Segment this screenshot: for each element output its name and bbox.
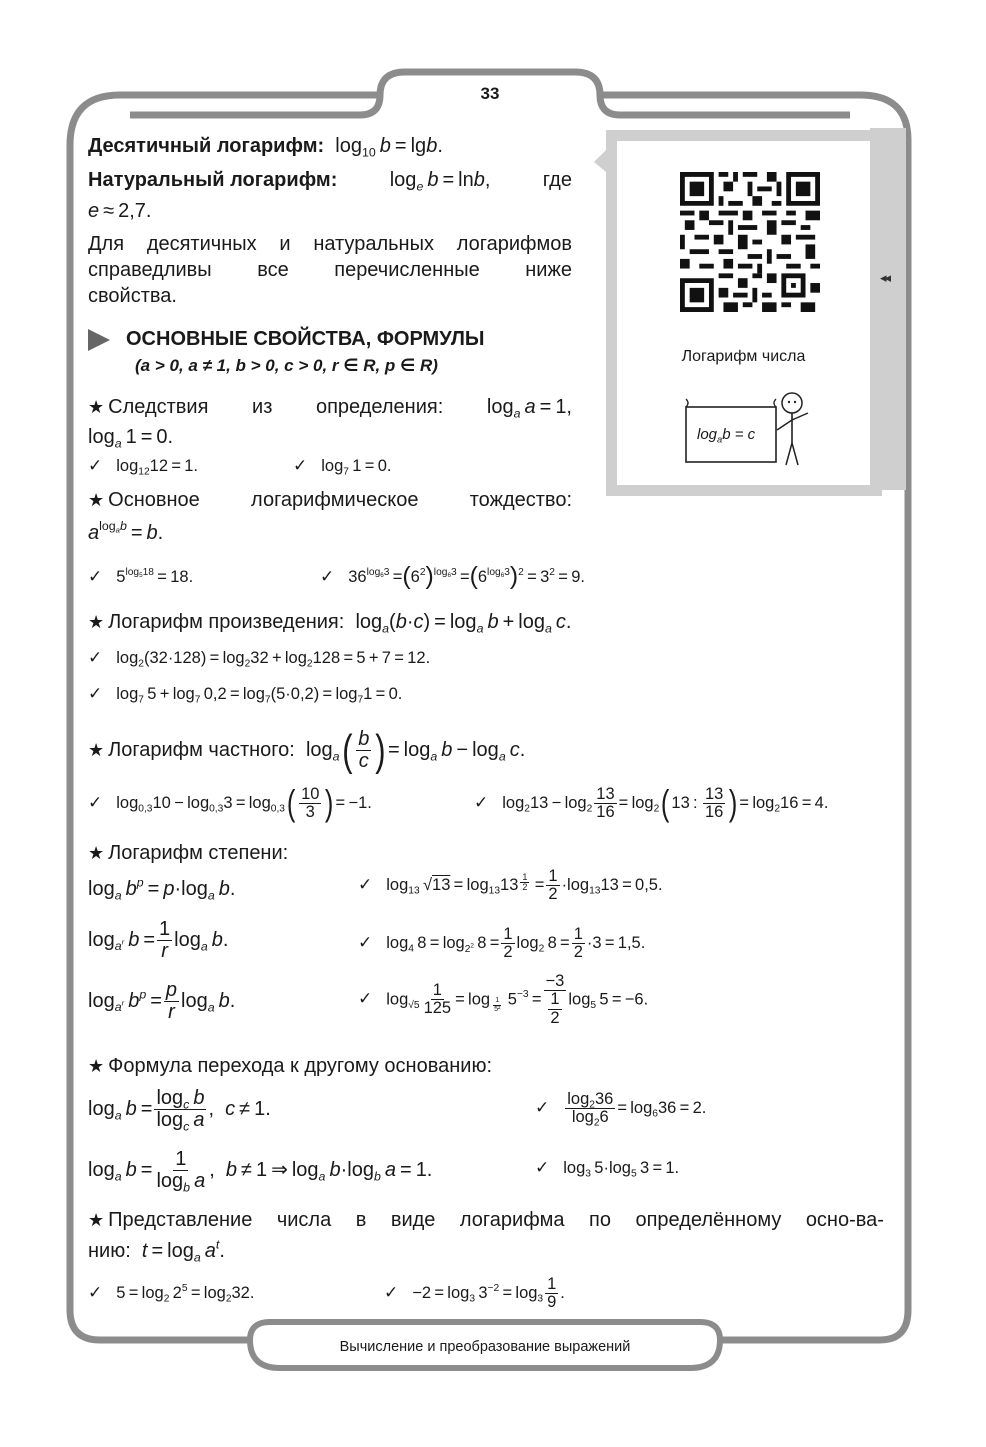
- example-representation-2: ✓ $-2 = \log_3 3^{-2} = \log_3$ $\frac{1}{9}$ .: [384, 1274, 565, 1312]
- prop-quotient: ★ Логарифм частного: $\log_a$( $\frac{b}{c}$ ) = $\log_a b - \log_a c$.: [88, 725, 526, 775]
- example-quotient-1: ✓ $\log_{0,3}10 - \log_{0,3}3 = \log_{0,3}$( $\frac{10}{3}$ ) = −1.: [88, 782, 372, 824]
- change-base-formula-2: $\log_a b$ = $\frac{1}{\log_b a}$ , b ≠ 1 ⇒ $\log_a b\cdot\log_b$ a = 1.: [88, 1148, 433, 1195]
- check-icon: ✓: [293, 456, 308, 475]
- star-icon: ★: [88, 843, 105, 863]
- example-product-2: ✓ $\log_7 5 + \log_7 0,2 = \log_7(5\cdot 0,2) = \log_71 = 0$.: [88, 684, 403, 706]
- prop-definition-consequences: ★ Следствия из определения: $\log_a a = 1$,: [88, 396, 572, 421]
- section-conditions: (a > 0, a ≠ 1, b > 0, c > 0, r ∈ R, p ∈ R): [135, 356, 438, 375]
- check-icon: ✓: [88, 456, 103, 475]
- star-icon: ★: [88, 397, 105, 417]
- check-icon: ✓: [535, 1098, 550, 1117]
- footer-title: Вычисление и преобразование выражений: [339, 1339, 631, 1355]
- change-base-formula-1: $\log_a b$ = $\frac{\log_c b}{\log_c a}$ , c ≠ 1.: [88, 1087, 271, 1134]
- log-a-1: $\log_a 1 = 0$.: [88, 426, 174, 451]
- example-log7: ✓ $\log_7 1 = 0$.: [293, 456, 392, 478]
- prop-change-base: ★ Формула перехода к другому основанию:: [88, 1055, 493, 1077]
- intro-para-3: свойства.: [88, 285, 177, 307]
- qr-code[interactable]: [680, 172, 820, 312]
- e-value: e ≈ 2,7.: [88, 200, 152, 222]
- power-formula-1: $\log_a b^p = p\cdot\log_a$ b.: [88, 875, 236, 903]
- check-icon: ✓: [88, 1283, 103, 1302]
- decimal-log-line: Десятичный логарифм: $\log_{10} b = \lg b$.: [88, 135, 443, 160]
- example-log12: ✓ $\log_{12}12 = 1$.: [88, 456, 199, 478]
- side-arrows-icon[interactable]: ◂◂: [880, 270, 890, 285]
- intro-para-2: справедливы все перечисленные ниже: [88, 259, 572, 281]
- example-representation-1: ✓ $5 = \log_2 2^5 = \log_232$.: [88, 1282, 255, 1305]
- check-icon: ✓: [88, 684, 103, 703]
- representation-formula: нию: $t = \log_a a^t$.: [88, 1237, 225, 1265]
- check-icon: ✓: [358, 875, 373, 894]
- check-icon: ✓: [88, 567, 103, 586]
- prop-product: ★ Логарифм произведения: $\log_a(b\cdot c) = \log_a b + \log_a c$.: [88, 611, 572, 636]
- check-icon: ✓: [320, 567, 335, 586]
- triangle-bullet-icon: [88, 329, 110, 351]
- check-icon: ✓: [358, 933, 373, 952]
- page-number: 33: [480, 84, 500, 103]
- qr-caption: Логарифм числа: [681, 348, 806, 365]
- example-identity-1: ✓ $5^{log_518} = 18$.: [88, 566, 194, 586]
- intro-para-1: Для десятичных и натуральных логарифмов: [88, 233, 572, 255]
- identity-formula: $a^{log_ab} = b$.: [88, 519, 164, 544]
- star-icon: ★: [88, 740, 105, 760]
- star-icon: ★: [88, 612, 105, 632]
- natural-log-line: Натуральный логарифм: $\log_e b = \ln b$, где: [88, 169, 572, 194]
- star-icon: ★: [88, 490, 105, 510]
- example-identity-2: ✓ $36^{log_63} =(6^2)^{log_63} =(6^{log_63})^2 = 3^2 = 9$.: [320, 563, 585, 590]
- prop-power: ★ Логарифм степени:: [88, 842, 289, 864]
- example-quotient-2: ✓ $\log_213 - \log_2$ $\frac{13}{16}$ = $\log_2$( 13 : $\frac{13}{16}$ ) = $\log_216 = 4$.: [474, 782, 829, 824]
- check-icon: ✓: [88, 793, 103, 812]
- power-formula-2: $\log_{a^r} b$ = $\frac{1}{r}$ $\log_a b$.: [88, 918, 229, 963]
- prop-representation: ★ Представление числа в виде логарифма по определённому осно-ва-: [88, 1209, 884, 1231]
- example-product-1: ✓ $\log_2(32\cdot 128) = \log_232 + \log_2128 = 5 + 7 = 12$.: [88, 648, 431, 670]
- check-icon: ✓: [358, 989, 373, 1009]
- example-power-1: ✓ $\log_{13} √13 = \log_{13}13$ $^{\frac{1}{2}}$ = $\frac{1}{2}$ $\cdot\log_{13}13 = 0,5$.: [358, 866, 663, 904]
- section-title: ОСНОВНЫЕ СВОЙСТВА, ФОРМУЛЫ: [88, 328, 485, 351]
- board-formula: $\log_ab = c$: [697, 426, 756, 445]
- star-icon: ★: [88, 1056, 105, 1076]
- power-formula-3: $\log_{a^r} b^p$ = $\frac{p}{r}$ $\log_a b$.: [88, 979, 236, 1024]
- example-change-base-2: ✓ $\log_3 5\cdot\log_5$ 3 = 1.: [535, 1158, 680, 1180]
- prop-identity: ★ Основное логарифмическое тождество:: [88, 489, 572, 511]
- check-icon: ✓: [384, 1283, 399, 1302]
- example-power-2: ✓ $\log_4 8 = \log_{2^2} 8$ = $\frac{1}{2}$ $\log_2 8$ = $\frac{1}{2}$ ·3 = 1,5.: [358, 924, 646, 962]
- check-icon: ✓: [535, 1158, 550, 1177]
- star-icon: ★: [88, 1210, 105, 1230]
- check-icon: ✓: [88, 648, 103, 667]
- check-icon: ✓: [474, 793, 489, 812]
- example-power-3: ✓ $\log_{√5}$ $\frac{1}{125}$ = log $_{\frac{1}{\text{5²}}}$ $5^{-3}$ = $\frac{-3}{\frac{1}{2}}$ $\log_5 5 = -6$.: [358, 972, 649, 1027]
- example-change-base-1: ✓ $\frac{\log_236}{\log_26}$ = $\log_636 = 2$.: [535, 1089, 707, 1129]
